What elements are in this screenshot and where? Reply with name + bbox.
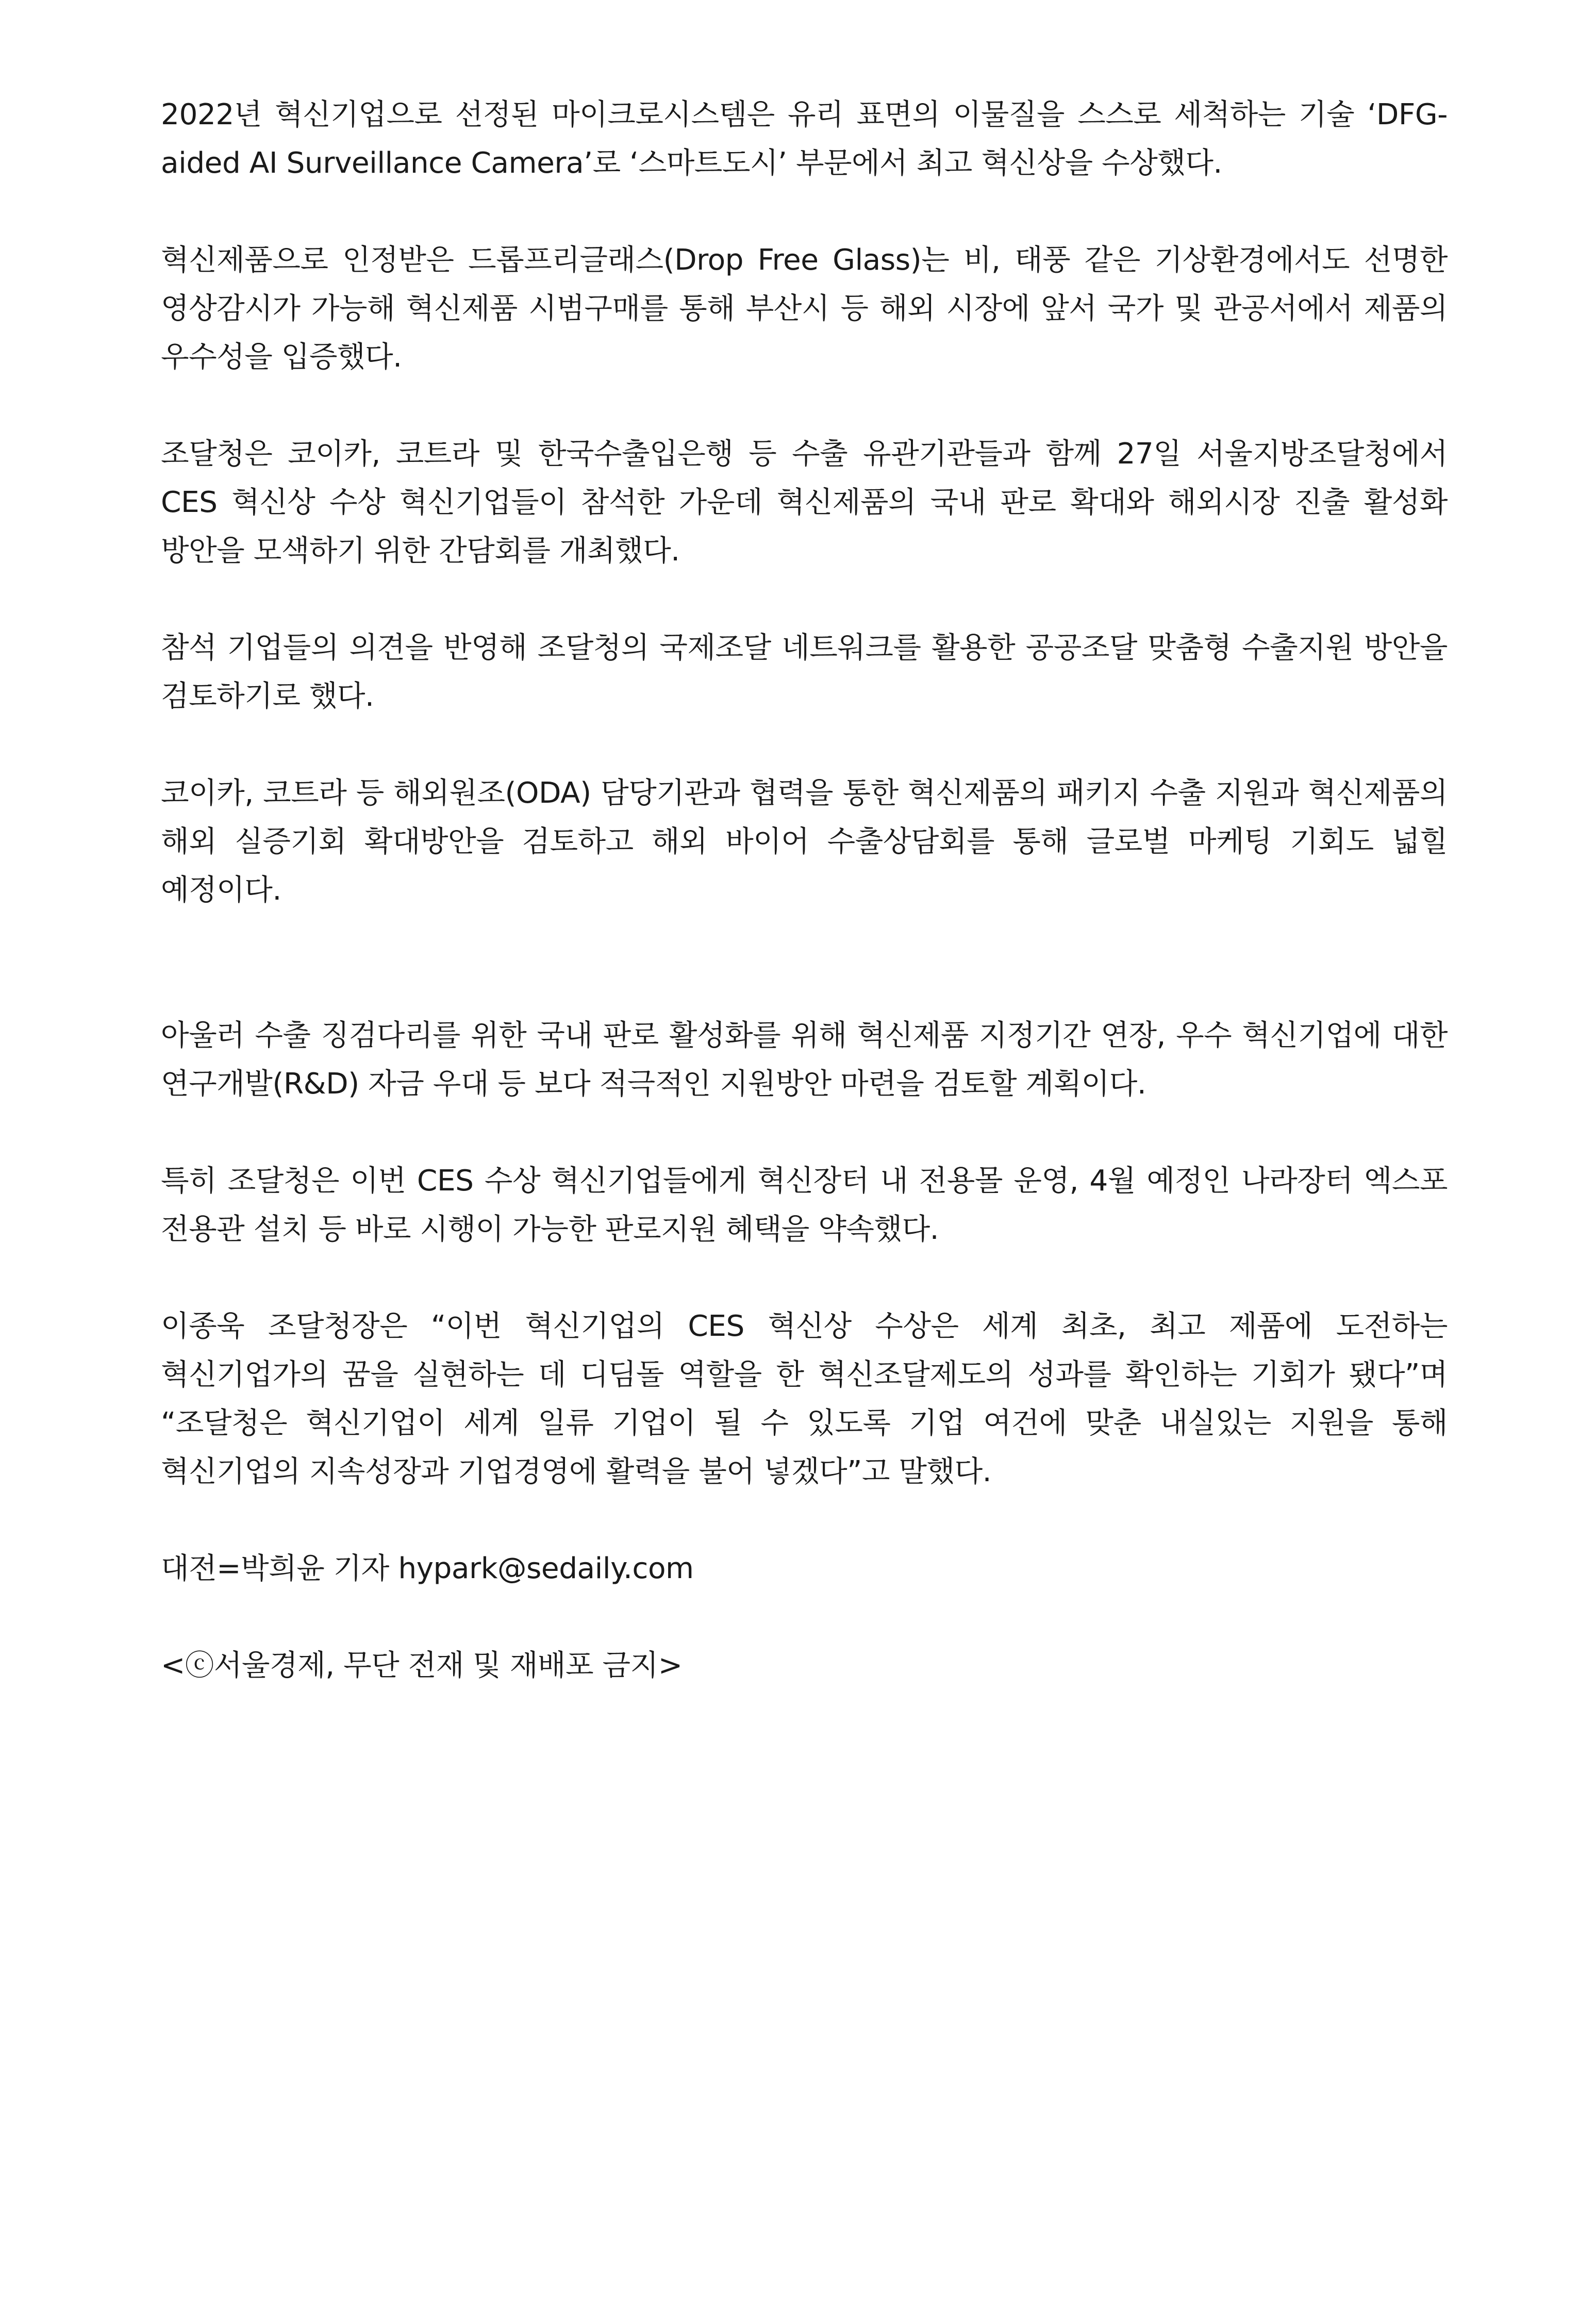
paragraph-drop-free-glass: 혁신제품으로 인정받은 드롭프리글래스(Drop Free Glass)는 비, 태풍 같은 기상환경에서도 선명한 영상감시가 가능해 혁신제품 시범구매를 통해 부산시 등 해외 시장에 앞서 국가 및 관공서에서 제품의 우수성을 입증했다. bbox=[161, 243, 1448, 374]
article-body bbox=[161, 91, 1448, 1738]
paragraph-domestic-market: 아울러 수출 징검다리를 위한 국내 판로 활성화를 위해 혁신제품 지정기간 연장, 우수 혁신기업에 대한 연구개발(R&D) 자금 우대 등 보다 적극적인 지원방안 마련을 검토할 계획이다. bbox=[161, 1019, 1448, 1101]
paragraph-export-support: 참석 기업들의 의견을 반영해 조달청의 국제조달 네트워크를 활용한 공공조달 맞춤형 수출지원 방안을 검토하기로 했다. bbox=[161, 631, 1448, 713]
paragraph-quote: 이종욱 조달청장은 “이번 혁신기업의 CES 혁신상 수상은 세계 최초, 최고 제품에 도전하는 혁신기업가의 꿈을 실현하는 데 디딤돌 역할을 한 혁신조달제도의 성과를 확인하는 기회가 됐다”며 “조달청은 혁신기업이 세계 일류 기업이 될 수 있도록 기업 여건에 맞춘 내실있는 지원을 통해 혁신기업의 지속성장과 기업경영에 활력을 불어 넣겠다”고 말했다. bbox=[161, 1310, 1448, 1488]
paragraph-sales-support: 특히 조달청은 이번 CES 수상 혁신기업들에게 혁신장터 내 전용몰 운영, 4월 예정인 나라장터 엑스포 전용관 설치 등 바로 시행이 가능한 판로지원 혜택을 약속했다. bbox=[161, 1164, 1448, 1246]
paragraph-award: 2022년 혁신기업으로 선정된 마이크로시스템은 유리 표면의 이물질을 스스로 세척하는 기술 ‘DFG-aided AI Surveillance Camera’로 ‘스마트도시’ 부문에서 최고 혁신상을 수상했다. bbox=[161, 98, 1448, 180]
paragraph-meeting: 조달청은 코이카, 코트라 및 한국수출입은행 등 수출 유관기관들과 함께 27일 서울지방조달청에서 CES 혁신상 수상 혁신기업들이 참석한 가운데 혁신제품의 국내 판로 확대와 해외시장 진출 활성화 방안을 모색하기 위한 간담회를 개최했다. bbox=[161, 437, 1448, 568]
byline: 대전=박희윤 기자 hypark@sedaily.com bbox=[161, 1552, 694, 1585]
copyright-notice: <ⓒ서울경제, 무단 전재 및 재배포 금지> bbox=[161, 1649, 683, 1682]
paragraph-oda-cooperation: 코이카, 코트라 등 해외원조(ODA) 담당기관과 협력을 통한 혁신제품의 패키지 수출 지원과 혁신제품의 해외 실증기회 확대방안을 검토하고 해외 바이어 수출상담회를 통해 글로벌 마케팅 기회도 넓힐 예정이다. bbox=[161, 776, 1448, 907]
